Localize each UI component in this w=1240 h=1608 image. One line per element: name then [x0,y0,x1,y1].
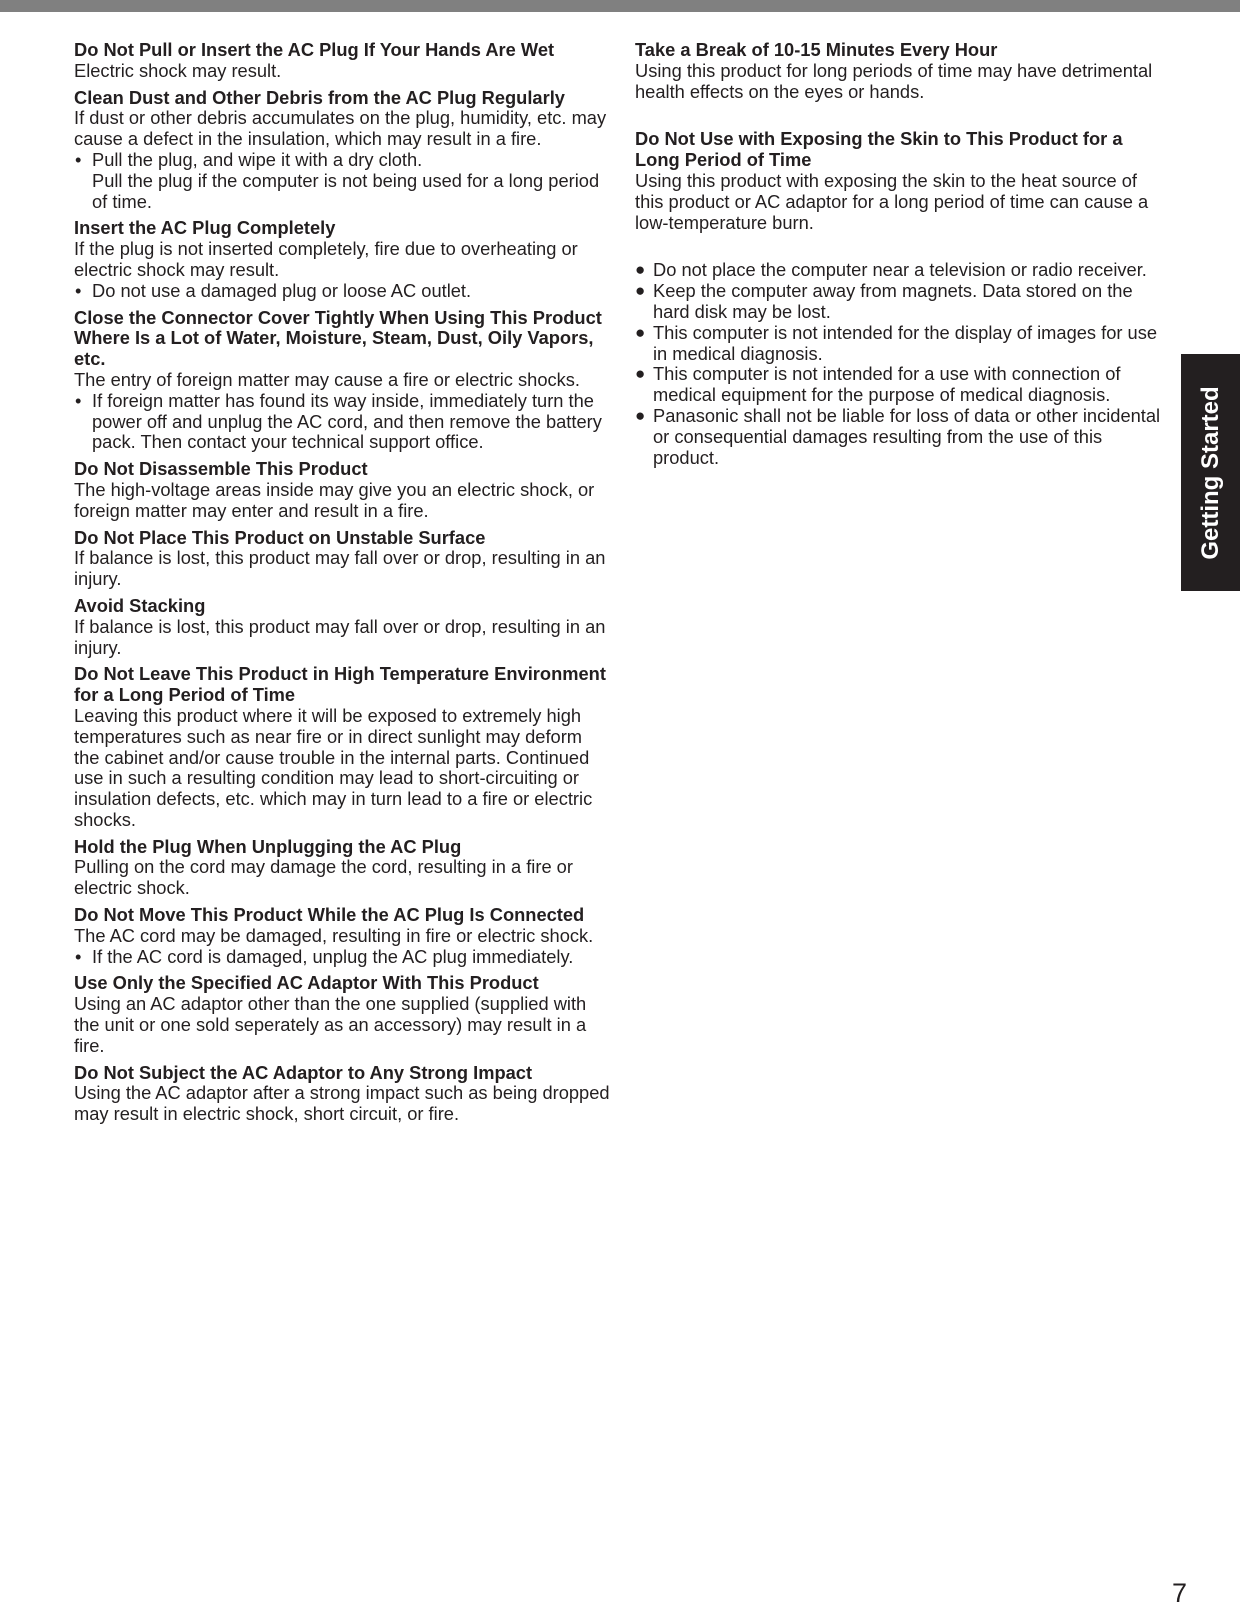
section-take-a-break [635,40,1170,102]
section-body: The entry of foreign matter may cause a fire or electric shocks. [74,368,580,390]
section-heading: Do Not Disassemble This Product [74,458,368,480]
note-item [635,406,1170,468]
notes-list [635,260,1170,468]
section-heading: Clean Dust and Other Debris from the AC Plug Regularly [74,86,565,108]
side-tab-getting-started [1181,354,1240,591]
section-specified-adaptor [74,973,612,1056]
section-heading: Do Not Pull or Insert the AC Plug If Your Hands Are Wet [74,39,555,60]
bullet-dot: • [75,148,82,170]
section-heading: Do Not Move This Product While the AC Plug Is Connected [74,904,585,926]
section-connector-cover [74,308,612,454]
section-wet-hands [74,40,612,82]
note-text: Panasonic shall not be liable for loss of data or other incidental or consequential damages resulting from the use of this product. [653,404,1161,468]
bullet-item [74,391,612,453]
bullet-dot: • [75,389,82,411]
note-item [635,323,1170,365]
section-heading: Do Not Leave This Product in High Temperature Environment for a Long Period of Time [74,663,606,706]
section-disassemble [74,459,612,521]
bullet-text: If the AC cord is damaged, unplug the AC plug immediately. [92,945,574,967]
section-body: Pulling on the cord may damage the cord, resulting in a fire or electric shock. [74,856,573,899]
section-body: If the plug is not inserted completely, fire due to overheating or electric shock may result. [74,238,578,280]
section-body: If balance is lost, this product may fall over or drop, resulting in an injury. [74,615,606,658]
section-body: If dust or other debris accumulates on the plug, humidity, etc. may cause a defect in the insulation, which may result in a fire. [74,107,607,150]
bullet-continuation: Pull the plug if the computer is not being used for a long period of time. [92,169,600,212]
side-tab-label: Getting Started [1196,385,1224,560]
note-text: This computer is not intended for the display of images for use in medical diagnosis. [653,321,1158,364]
section-heading: Avoid Stacking [74,594,206,616]
circle-bullet: ● [635,322,646,342]
bullet-text: Do not use a damaged plug or loose AC outlet. [92,279,472,301]
section-heading: Do Not Subject the AC Adaptor to Any Strong Impact [74,1061,533,1083]
note-item [635,281,1170,323]
section-body: If balance is lost, this product may fall over or drop, resulting in an injury. [74,547,606,590]
section-body: Using this product for long periods of time may have detrimental health effects on the eyes or hands. [635,59,1153,102]
section-unplugging [74,837,612,899]
section-insert-plug [74,218,612,301]
section-body: Using the AC adaptor after a strong impact such as being dropped may result in electric shock, short circuit, or fire. [74,1082,610,1125]
section-body: The AC cord may be damaged, resulting in fire or electric shock. [74,924,594,946]
section-body: Using an AC adaptor other than the one supplied (supplied with the unit or one sold seperately as an accessory) may result in a fire. [74,993,587,1056]
bullet-dot: • [75,945,82,967]
circle-bullet: ● [635,260,646,280]
section-clean-dust [74,88,612,213]
section-body: Electric shock may result. [74,59,282,81]
bullet-text: Pull the plug, and wipe it with a dry cloth. [92,148,423,170]
circle-bullet: ● [635,281,646,301]
section-heading: Use Only the Specified AC Adaptor With This Product [74,972,539,994]
section-heading: Insert the AC Plug Completely [74,217,336,239]
left-column [74,40,612,1131]
circle-bullet: ● [635,364,646,384]
bullet-item [74,281,612,302]
section-avoid-stacking [74,596,612,658]
bullet-dot: • [75,279,82,301]
section-heading: Do Not Place This Product on Unstable Surface [74,526,486,548]
note-text: This computer is not intended for a use with connection of medical equipment for the purpose of medical diagnosis. [653,363,1121,406]
section-body: Using this product with exposing the skin to the heat source of this product or AC adaptor for a long period of time can cause a low-temperature burn. [635,169,1149,233]
section-heading: Close the Connector Cover Tightly When Using This Product Where Is a Lot of Water, Moisture, Steam, Dust, Oily Vapors, etc. [74,306,602,370]
section-heading: Take a Break of 10-15 Minutes Every Hour [635,39,998,60]
section-skin-exposure [635,129,1170,233]
section-strong-impact [74,1063,612,1125]
note-item [635,260,1170,281]
section-body: Leaving this product where it will be exposed to extremely high temperatures such as near fire or in direct sunlight may deform the cabinet and/or cause trouble in the internal parts. Continued use in such a resulting condition may lead to short-circuiting or insulation defects, etc. which may in turn lead to a fire or electric shocks. [74,704,593,830]
section-heading: Hold the Plug When Unplugging the AC Plug [74,835,462,857]
bullet-item [74,150,612,212]
circle-bullet: ● [635,405,646,425]
note-text: Keep the computer away from magnets. Data stored on the hard disk may be lost. [653,280,1133,322]
top-bar [0,0,1240,12]
page-number: 7 [1172,1578,1188,1608]
section-unstable-surface [74,528,612,590]
bullet-item [74,947,612,968]
section-moving [74,905,612,967]
note-item [635,364,1170,406]
right-column [635,40,1170,468]
section-heading: Do Not Use with Exposing the Skin to This Product for a Long Period of Time [635,128,1123,171]
section-high-temperature [74,664,612,830]
note-text: Do not place the computer near a television or radio receiver. [653,259,1147,281]
bullet-text: If foreign matter has found its way inside, immediately turn the power off and unplug the AC cord, and then remove the battery pack. Then contact your technical support office. [92,389,602,453]
section-body: The high-voltage areas inside may give you an electric shock, or foreign matter may enter and result in a fire. [74,478,595,521]
